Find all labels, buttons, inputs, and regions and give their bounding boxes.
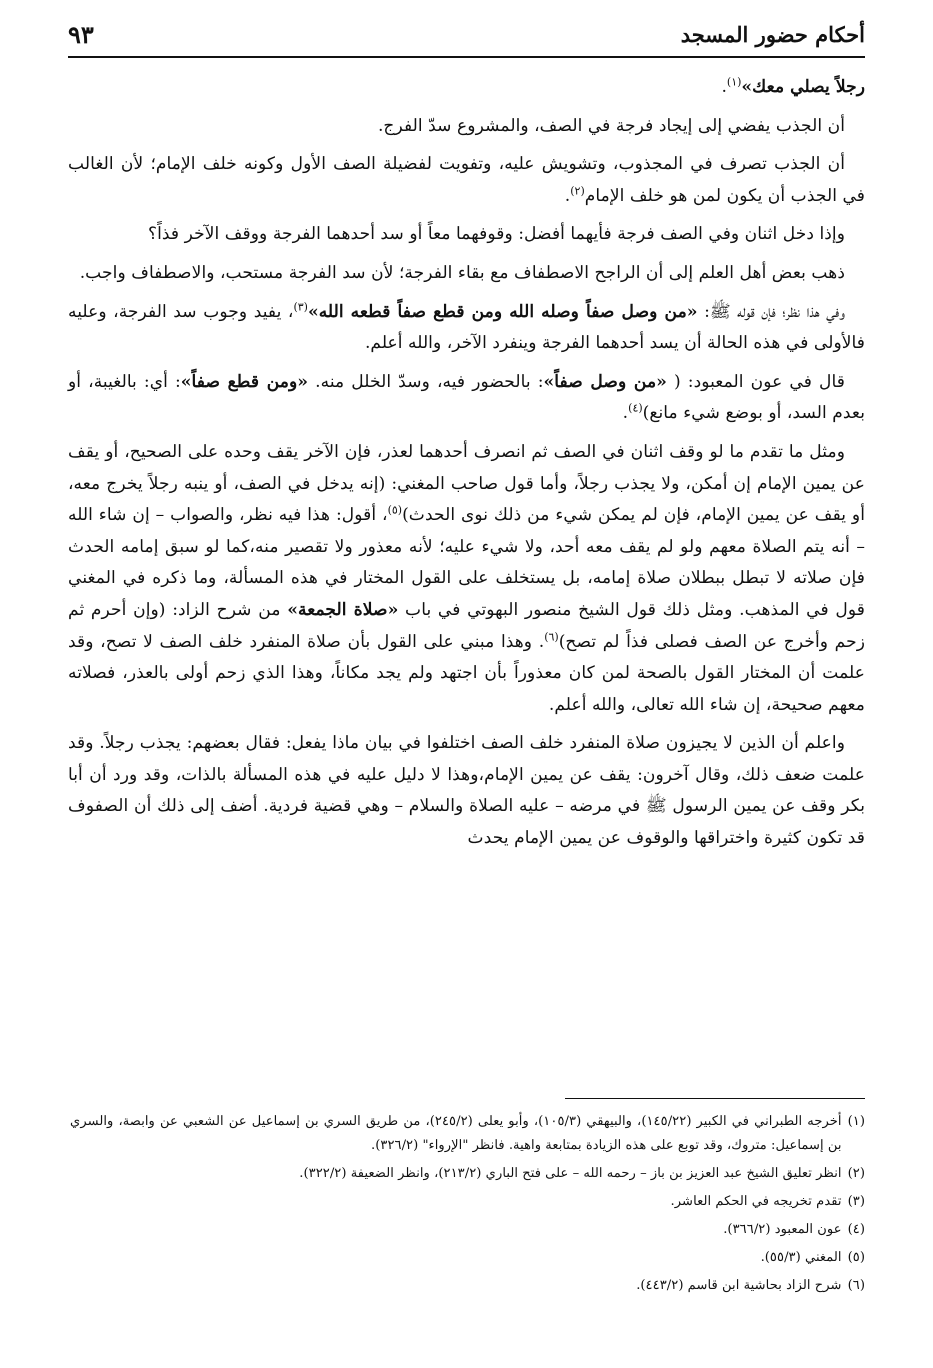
footnotes — [70, 1110, 865, 1302]
paragraph-text: . وهذا مبني على القول بأن صلاة المنفرد خلف الصف لا تصح، وقد علمت أن المختار القول بالصحة لمن كان معذوراً بأن اجتهد ولم يجد مكاناً، وهذا الذي زحم أولى بالعذر، فصلاته معهم صحيحة، إن شاء الله تعالى، والله أعلم. — [68, 631, 865, 715]
paragraph-8 — [68, 437, 865, 721]
paragraph-text: ، يفيد وجوب سد الفرجة، وعليه فالأولى في هذه الحالة أن يسد أحدهما الفرجة وينفرد الآخر، والله أعلم. — [68, 301, 865, 354]
paragraph-3 — [68, 149, 865, 212]
paragraph-text: : أي: بالغيبة، أو بعدم السد، أو بوضع شيء مانع) — [68, 371, 865, 424]
hadith-quote: «من وصل صفاً» — [543, 371, 667, 392]
footnote-ref: (٢) — [570, 184, 585, 198]
footnote-text: تقدم تخريجه في الحكم العاشر. — [670, 1194, 842, 1209]
footnote-number: (٥) — [847, 1250, 865, 1265]
paragraph-text: قال في عون المعبود: ( — [666, 371, 845, 392]
paragraph-text: ومثل ما تقدم ما لو وقف اثنان في الصف ثم انصرف أحدهما لعذر، فإن الآخر يقف وحده على الصحيح، أو يقف عن يمين الإمام إن أمكن، ولا يجذب رجلاً، وأما قول صاحب المغني: (إنه يدخل في الصف، أو ينبه رجلاً يخرج معه، أو يقف عن يمين الإمام، فإن لم يمكن شيء من ذلك نوى الحدث) — [68, 441, 865, 526]
paragraph-text: . — [622, 403, 629, 424]
footnote-number: (١) — [847, 1114, 865, 1129]
footnote-2 — [70, 1162, 865, 1186]
footnote-divider — [565, 1098, 865, 1099]
paragraph-4: وإذا دخل اثنان وفي الصف فرجة فأيهما أفضل: وقوفهما معاً أو سد أحدهما الفرجة ووقف الآخر فذاً؟ — [148, 224, 845, 245]
footnote-ref: (٦) — [544, 629, 559, 643]
footnote-text: عون المعبود (٣٦٦/٢). — [723, 1222, 842, 1237]
footnote-number: (٦) — [847, 1278, 865, 1293]
footnote-1 — [70, 1110, 865, 1158]
footnote-text: شرح الزاد بحاشية ابن قاسم (٤٤٣/٢). — [636, 1278, 842, 1293]
footnote-3 — [70, 1190, 865, 1214]
footnote-ref: (١) — [726, 75, 742, 89]
footnote-text: أخرجه الطبراني في الكبير (١٤٥/٢٢)، والبيهقي (١٠٥/٣)، وأبو يعلى (٢٤٥/٢)، من طريق السري بن إسماعيل عن الشعبي عن وابصة، والسري بن إسماعيل: متروك، وقد توبع على هذه الزيادة بمتابعة واهية. فانظر "الإرواء" (٣٢٦/٢). — [70, 1114, 842, 1153]
paragraph-text: من شرح الزاد: (وإن أحرم ثم زحم وأخرج عن الصف فصلى فذاً لم تصح) — [68, 599, 865, 652]
footnote-6 — [70, 1274, 865, 1298]
footnote-5 — [70, 1246, 865, 1270]
footnote-number: (٢) — [847, 1166, 865, 1181]
paragraph-7 — [68, 367, 865, 430]
paragraph-text: أن الجذب تصرف في المجذوب، وتشويش عليه، وتفويت لفضيلة الصف الأول وكونه خلف الإمام؛ لأن الغالب في الجذب أن يكون لمن هو خلف الإمام — [68, 154, 865, 206]
hadith-quote: «من وصل صفاً وصله الله ومن قطع صفاً قطعه الله» — [307, 301, 698, 322]
footnote-text: انظر تعليق الشيخ عبد العزيز بن باز – رحمه الله – على فتح الباري (٢١٣/٢)، وانظر الضعيفة (٣٢٢/٢). — [299, 1166, 842, 1181]
running-title: أحكام حضور المسجد — [680, 22, 865, 47]
paragraph-2: أن الجذب يفضي إلى إيجاد فرجة في الصف، والمشروع سدّ الفرج. — [377, 115, 845, 136]
paragraph-text: وفي هذا نظر؛ فإن قوله ﷺ: — [697, 301, 845, 322]
body-text — [68, 72, 865, 862]
paragraph-6 — [68, 297, 865, 360]
footnote-4 — [70, 1218, 865, 1242]
paragraph-9: واعلم أن الذين لا يجيزون صلاة المنفرد خلف الصف اختلفوا في بيان ماذا يفعل: فقال بعضهم: يجذب رجلاً. وقد علمت ضعف ذلك، وقال آخرون: يقف عن يمين الإمام،وهذا لا دليل عليه في هذه المسألة بالذات، وقد ورد أن أبا بكر وقف عن يمين الرسول ﷺ في مرضه – عليه الصلاة والسلام – وهي قضية فردية. أضف إلى ذلك أن الصفوف قد تكون كثيرة واختراقها والوقوف عن يمين الإمام يحدث — [68, 733, 865, 849]
hadith-quote: «ومن قطع صفاً» — [180, 371, 309, 392]
paragraph-text: : بالحضور فيه، وسدّ الخلل منه. — [308, 371, 544, 392]
paragraph-1 — [68, 72, 865, 104]
paragraph-text: . — [564, 185, 571, 206]
footnote-ref: (٣) — [293, 299, 308, 313]
page-number: ٩٣ — [68, 20, 94, 49]
footnote-text: المغني (٥٥/٣). — [760, 1250, 842, 1265]
paragraph-5: ذهب بعض أهل العلم إلى أن الراجح الاصطفاف مع بقاء الفرجة؛ لأن سد الفرجة مستحب، والاصطفاف واجب. — [79, 262, 845, 283]
footnote-number: (٤) — [847, 1222, 865, 1237]
paragraph-text: ، أقول: هذا فيه نظر، والصواب – إن شاء الله – أنه يتم الصلاة معهم ولو لم يقف معه أحد، ولا شيء عليه؛ لأنه معذور ولا تقصير منه،كما لو سبق إمامه الحدث فإن صلاته لا تبطل ببطلان صلاة إمامه، بل يستخلف على القول المختار في هذه المسألة، وما ذكره في المغني قول في المذهب. ومثل ذلك قول الشيخ منصور البهوتي في باب — [68, 505, 865, 620]
page-header — [68, 18, 865, 58]
footnote-number: (٣) — [847, 1194, 865, 1209]
footnote-ref: (٤) — [628, 401, 643, 415]
chapter-quote: «صلاة الجمعة» — [287, 599, 399, 620]
hadith-quote: رجلاً يصلي معك» — [741, 77, 865, 97]
paragraph-text: . — [721, 77, 727, 97]
footnote-ref: (٥) — [387, 503, 403, 517]
